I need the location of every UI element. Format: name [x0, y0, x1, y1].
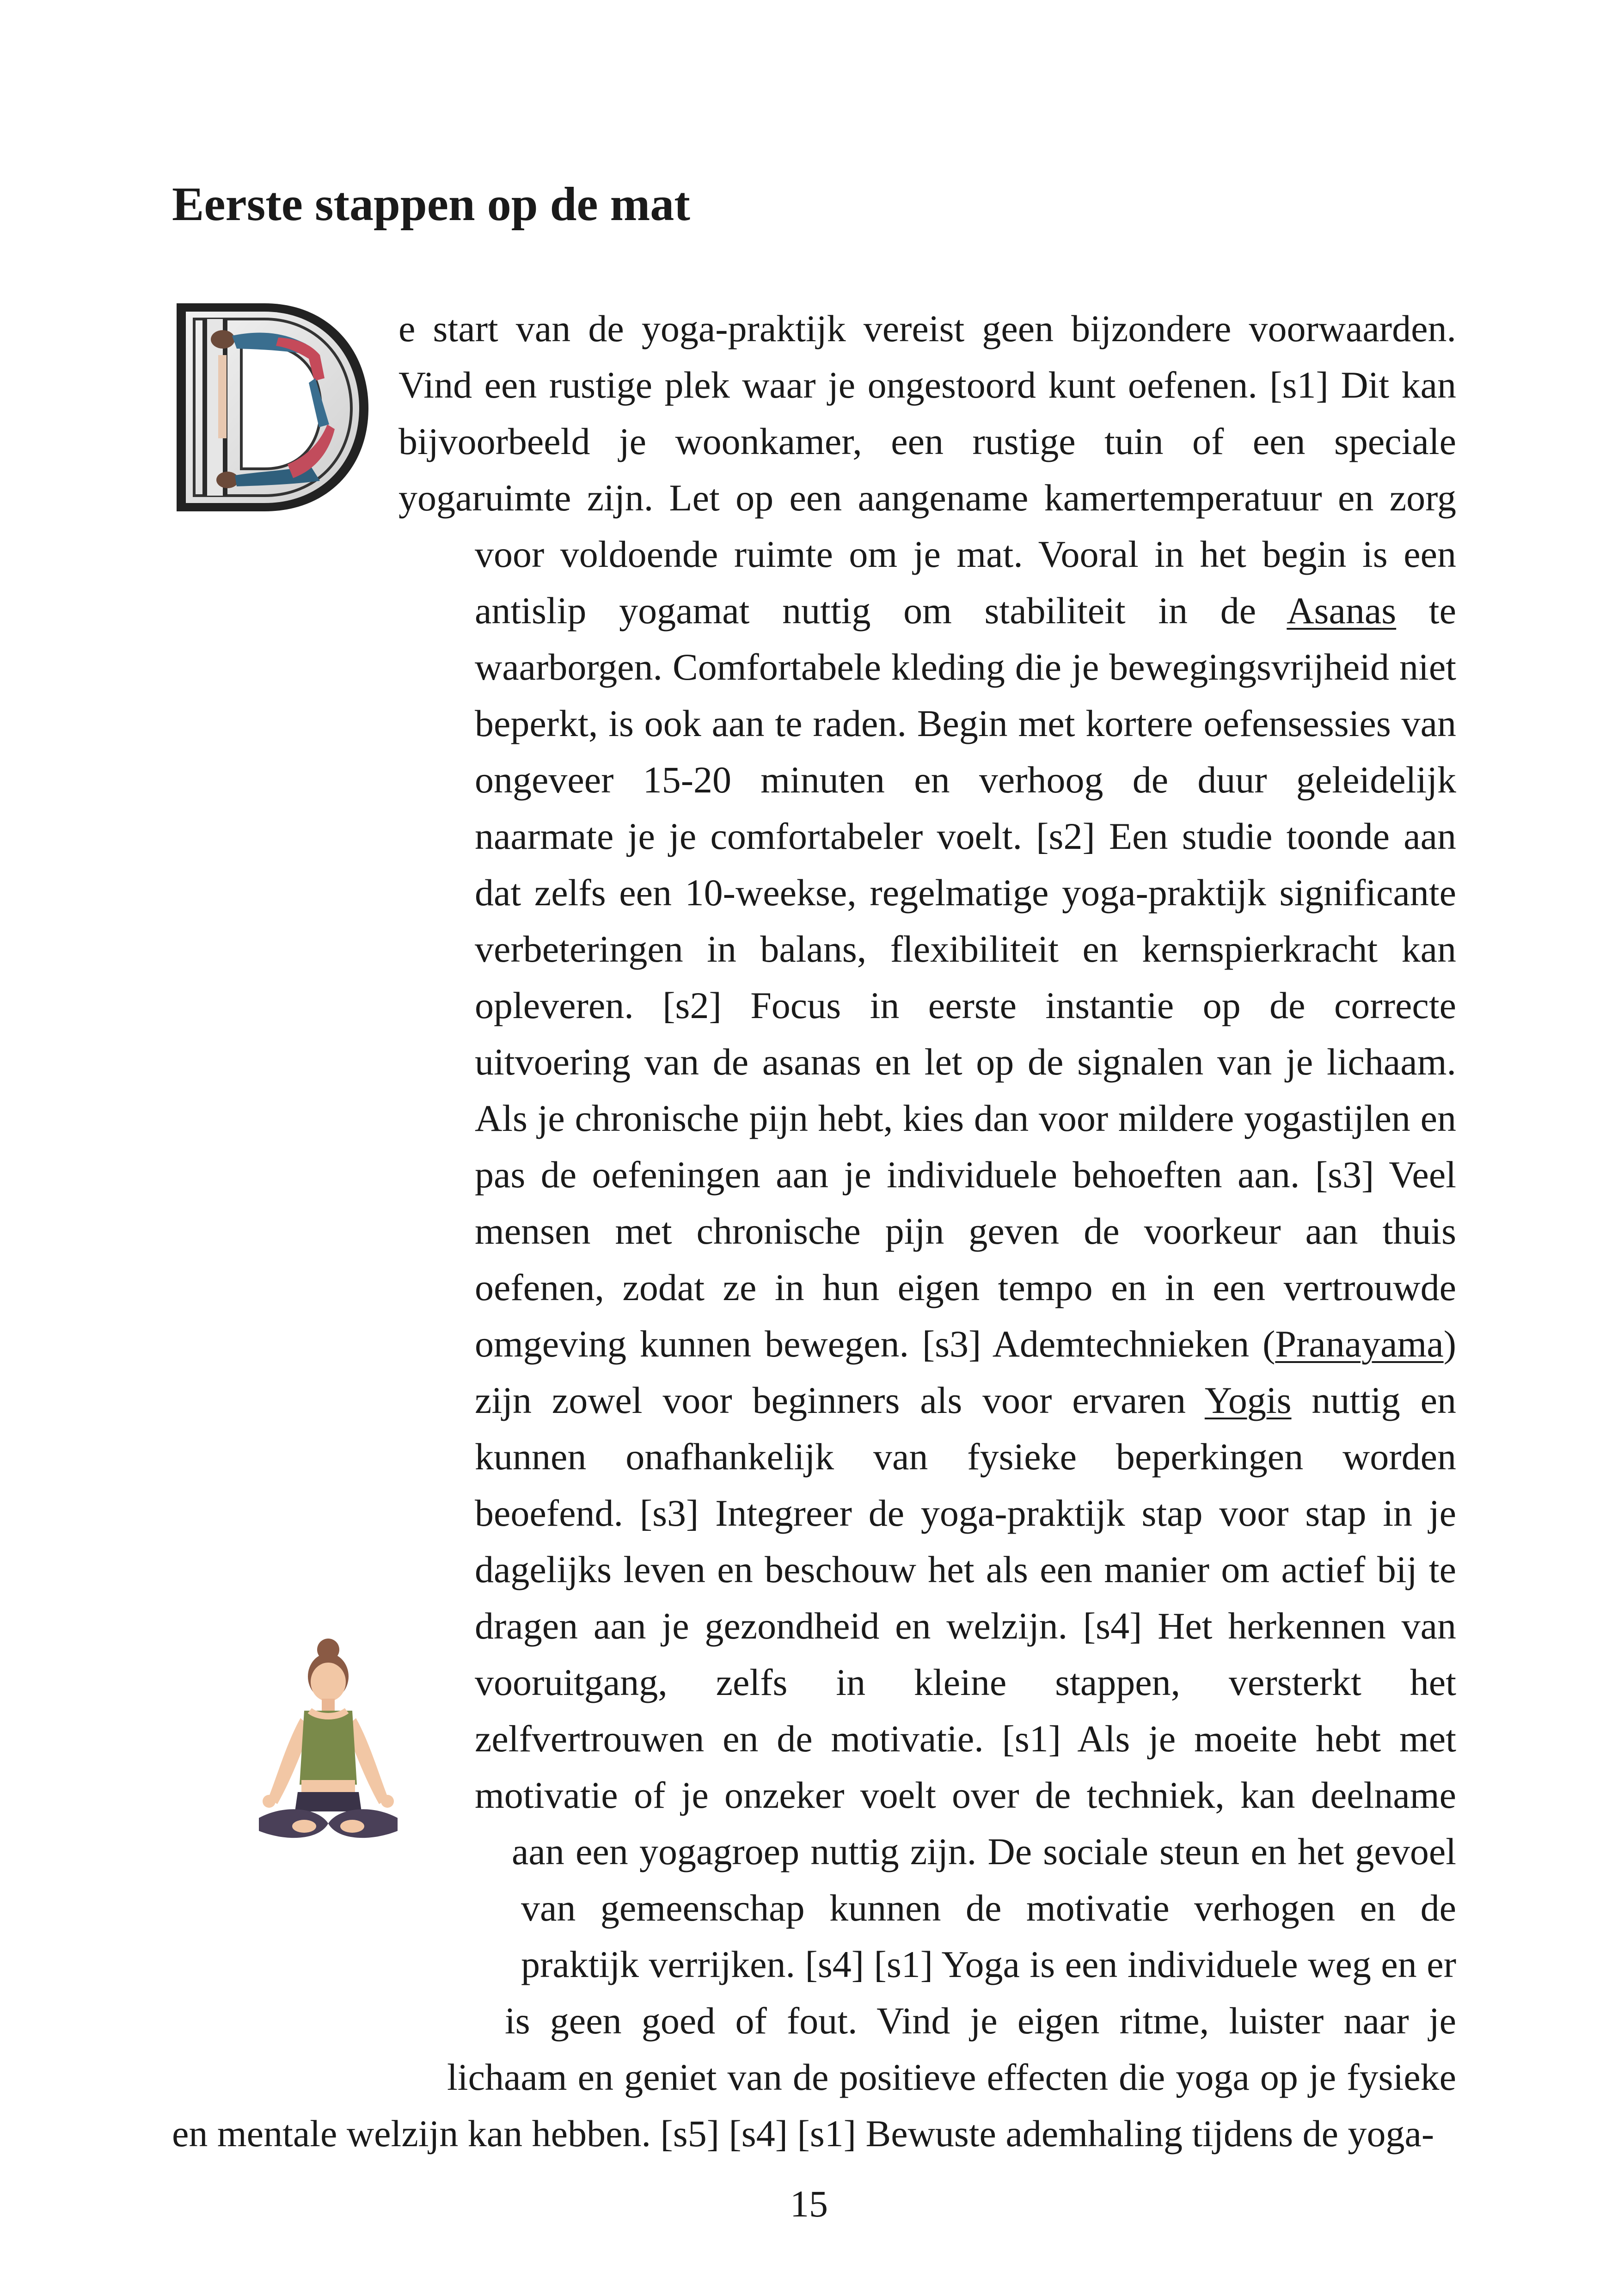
paragraph-text-part-2: te waarborgen. Comfortabele kleding die je bewegingsvrijheid niet beperkt, is ook aan te raden. Begin met kortere oefensessies van ongeveer 15-20 minuten en verhoog de duur geleidelijk naarmate je je comfortabeler voelt. [s2] Een studie toonde aan dat zelfs een 10-weekse, regelmatige yoga-praktijk significante verbeteringen in balans, flexibiliteit en kernspierkracht kan opleveren. [s2] Focus in eerste instantie op de correcte uitvoering van de asanas en let op de signalen van je lichaam. Als je chronische pijn hebt, kies dan voor mildere yogastijlen en pas de oefeningen aan je individuele behoeften aan. [s3] Veel mensen met chronische pijn geven de voorkeur aan thuis oefenen, zodat ze in hun eigen tempo en in een vertrouwde omgeving kunnen bewegen. [s3] Ademtechnieken ( [475, 589, 1456, 1365]
body-paragraph [172, 301, 1456, 2162]
meditation-figure-illustration [250, 1637, 407, 1859]
paragraph-text-part-3: ) zijn zowel voor beginners als voor ervaren [475, 1323, 1456, 1421]
glossary-link-pranayama[interactable]: Pranayama [1275, 1323, 1444, 1365]
glossary-link-yogis[interactable]: Yogis [1204, 1379, 1292, 1421]
paragraph-text-part-4: nuttig en kunnen onafhankelijk van fysieke beperkingen worden beoefend. [s3] Integreer de yoga-praktijk stap voor stap in je dagelijks leven en beschouw het als een manier om actief bij te dragen aan je gezondheid en welzijn. [s4] Het herkennen van vooruitgang, zelfs in kleine stappen, versterkt het zelfvertrouwen en de motivatie. [s1] Als je moeite hebt met motivatie of je onzeker voelt over de techniek, kan deelname aan een yogagroep nuttig zijn. De sociale steun en het gevoel van gemeenschap kunnen de motivatie verhogen en de praktijk verrijken. [s4] [s1] Yoga is een individuele weg en er is geen goed of fout. Vind je eigen ritme, luister naar je lichaam en geniet van de positieve effecten die yoga op je fysieke en mentale welzijn kan hebben. [s5] [s4] [s1] Bewuste ademhaling tijdens de yoga- [172, 1379, 1456, 2155]
paragraph-text-part-1: e start van de yoga-praktijk vereist geen bijzondere voorwaarden. Vind een rustige plek waar je ongestoord kunt oefenen. [s1] Dit kan bijvoorbeeld je woonkamer, een rustige tuin of een speciale yogaruimte zijn. Let op een aangename kamertemperatuur en zorg voor voldoende ruimte om je mat. Vooral in het begin is een antislip yogamat nuttig om stabiliteit in de [398, 307, 1456, 632]
page-title: Eerste stappen op de mat [172, 178, 690, 231]
page-number: 15 [790, 2183, 828, 2225]
glossary-link-asanas[interactable]: Asanas [1287, 589, 1397, 632]
